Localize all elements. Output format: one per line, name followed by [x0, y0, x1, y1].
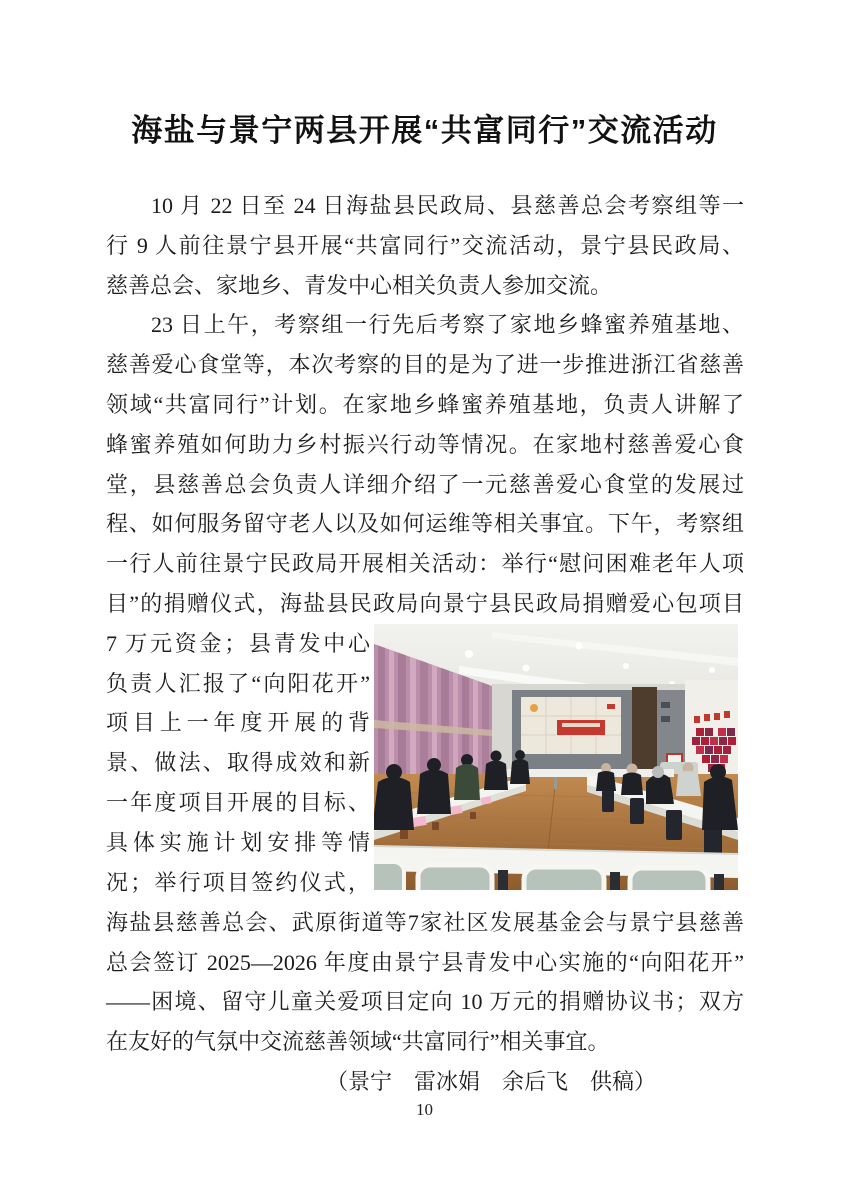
- body-line: 程、如何服务留守老人以及如何运维等相关事宜。下午，考察组: [106, 511, 744, 537]
- page-title: 海盐与景宁两县开展“共富同行”交流活动: [131, 113, 718, 148]
- body-line: 一年度项目开展的目标、: [106, 789, 370, 815]
- body-line: 一行人前往景宁民政局开展相关活动：举行“慰问困难老年人项: [106, 551, 744, 577]
- body-line: 领域“共富同行”计划。在家地乡蜂蜜养殖基地，负责人讲解了: [106, 391, 745, 417]
- body-line: 况；举行项目签约仪式，: [106, 869, 370, 895]
- byline-credit: （景宁 雷冰娟 余后飞 供稿）: [325, 1068, 656, 1094]
- body-line: 景、做法、取得成效和新: [106, 750, 370, 776]
- body-line: ——困境、留守儿童关爱项目定向 10 万元的捐赠协议书；双方: [106, 989, 744, 1015]
- body-line: 总会签订 2025—2026 年度由景宁县青发中心实施的“向阳花开”: [106, 949, 744, 975]
- body-line: 23 日上午，考察组一行先后考察了家地乡蜂蜜养殖基地、: [151, 312, 744, 338]
- body-line: 海盐县慈善总会、武原街道等7家社区发展基金会与景宁县慈善: [106, 909, 744, 935]
- body-line: 蜂蜜养殖如何助力乡村振兴行动等情况。在家地村慈善爱心食: [106, 431, 744, 457]
- body-line: 慈善爱心食堂等，本次考察的目的是为了进一步推进浙江省慈善: [106, 352, 744, 378]
- meeting-room-photo-illustration: [374, 624, 738, 890]
- body-line: 项目上一年度开展的背: [106, 710, 370, 736]
- article-body: [106, 186, 744, 1102]
- body-line: 在友好的气氛中交流慈善领域“共富同行”相关事宜。: [106, 1029, 610, 1055]
- body-line: 7 万元资金；县青发中心: [106, 630, 370, 656]
- page-number: 10: [416, 1100, 433, 1119]
- body-line: 堂，县慈善总会负责人详细介绍了一元慈善爱心食堂的发展过: [106, 471, 744, 497]
- photo-text-wrap-section: [106, 624, 744, 903]
- wrapped-text-column: [106, 624, 370, 903]
- body-line: 10 月 22 日至 24 日海盐县民政局、县慈善总会考察组等一: [151, 193, 744, 218]
- body-line: 负责人汇报了“向阳花开”: [106, 670, 370, 696]
- meeting-room-photo: [374, 624, 738, 890]
- body-line: 行 9 人前往景宁县开展“共富同行”交流活动，景宁县民政局、: [106, 232, 744, 258]
- body-line: 慈善总会、家地乡、青发中心相关负责人参加交流。: [106, 272, 613, 298]
- body-line: 目”的捐赠仪式，海盐县民政局向景宁县民政局捐赠爱心包项目: [106, 590, 744, 616]
- body-line: 具体实施计划安排等情: [106, 829, 370, 855]
